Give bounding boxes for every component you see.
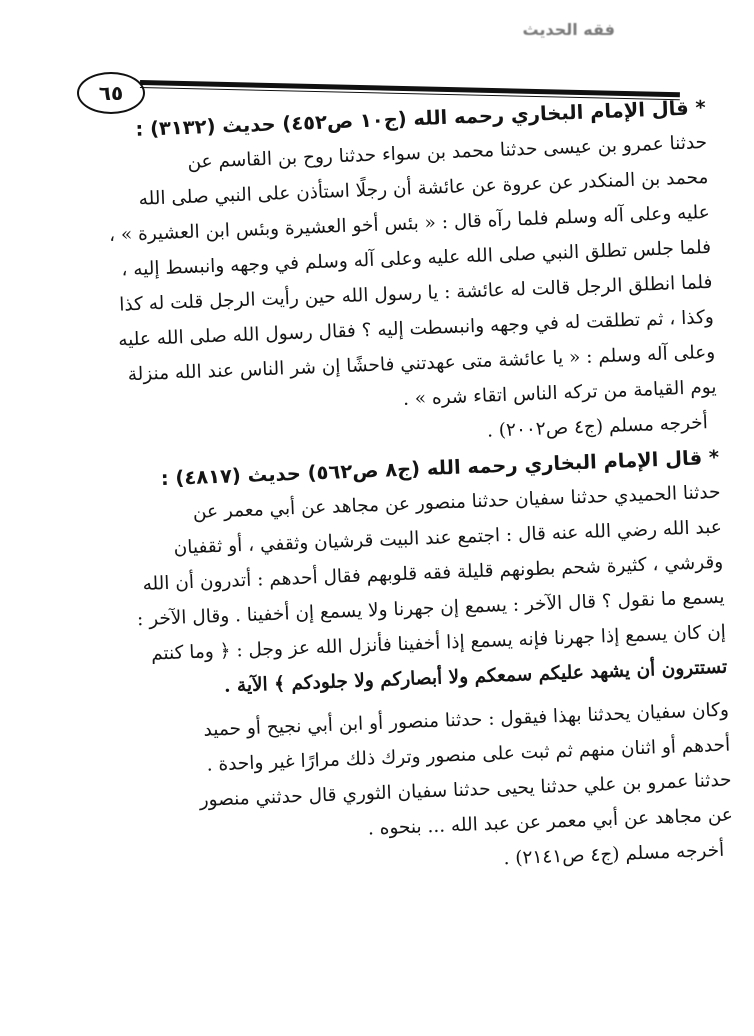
body-text: [95, 90, 734, 891]
text-line: وعلى آله وسلم : « يا عائشة متى عهدتني فاحشًا إن شر الناس عند الله منزلة: [127, 341, 716, 386]
text-line: فلما انطلق الرجل قالت له عائشة : يا رسول الله حين رأيت الرجل قلت له كذا: [118, 271, 713, 316]
text-line: محمد بن المنكدر عن عروة عن عائشة أن رجلًا استأذن على النبي صلى الله: [138, 166, 709, 210]
hadith-heading-2: * قال الإمام البخاري رحمه الله (ج٨ ص٥٦٢) حديث (٤٨١٧) :: [160, 445, 720, 491]
text-line: حدثنا عمرو بن عيسى حدثنا محمد بن سواء حدثنا روح بن القاسم عن: [187, 131, 708, 173]
text-line: أحدهم أو اثنان منهم ثم ثبت على منصور وترك ذلك مرارًا غير واحدة .: [206, 734, 731, 776]
text-line: فلما جلس تطلق النبي صلى الله عليه وعلى آله وسلم في وجهه وانبسط إليه ،: [121, 236, 712, 281]
text-line: إن كان يسمع إذا جهرنا فإنه يسمع إذا أخفينا فأنزل الله عز وجل : ﴿ وما كنتم: [150, 621, 727, 665]
running-title: فقه الحديث: [522, 20, 615, 39]
source-citation-2: أخرجه مسلم (ج٤ ص٢١٤١) .: [503, 839, 725, 870]
page-number: ٦٥: [77, 72, 145, 114]
text-line: حدثنا الحميدي حدثنا سفيان حدثنا منصور عن مجاهد عن أبي معمر عن: [192, 481, 721, 523]
text-line: يسمع ما نقول ؟ قال الآخر : يسمع إن جهرنا ولا يسمع إن أخفينا . وقال الآخر :: [136, 586, 725, 631]
text-line: عليه وعلى آله وسلم فلما رآه قال : « بئس أخو العشيرة وبئس ابن العشيرة » ،: [108, 201, 711, 246]
text-line: وكان سفيان يحدثنا بهذا فيقول : حدثنا منصور أو ابن أبي نجيح أو حميد: [203, 699, 730, 741]
text-line: وكذا ، ثم تطلقت له في وجهه وانبسطت إليه ؟ فقال رسول الله صلى الله عليه: [117, 306, 715, 351]
text-line: حدثنا عمرو بن علي حدثنا يحيى حدثنا سفيان الثوري قال حدثني منصور: [199, 769, 732, 811]
quran-verse-line: تستترون أن يشهد عليكم سمعكم ولا أبصاركم ولا جلودكم ﴾ الآية .: [223, 656, 728, 697]
hadith-heading-1: * قال الإمام البخاري رحمه الله (ج١٠ ص٤٥٢) حديث (٣١٣٢) :: [135, 95, 707, 141]
text-line: يوم القيامة من تركه الناس اتقاء شره » .: [402, 376, 717, 410]
text-line: عبد الله رضي الله عنه قال : اجتمع عند البيت قرشيان وثقفي ، أو ثقفيان: [173, 516, 723, 559]
source-citation-1: أخرجه مسلم (ج٤ ص٢٠٠٢) .: [486, 412, 709, 442]
text-line: وقرشي ، كثيرة شحم بطونهم قليلة فقه قلوبهم فقال أحدهم : أتدرون أن الله: [142, 551, 724, 595]
text-line: عن مجاهد عن أبي معمر عن عبد الله ... بنحوه .: [367, 804, 734, 840]
